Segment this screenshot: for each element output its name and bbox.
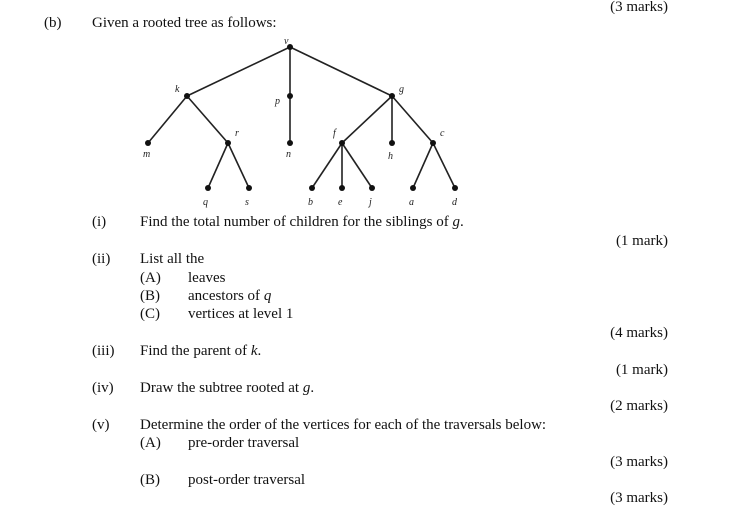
vertex-q [205,185,211,191]
tree-edges [148,47,455,188]
question-v-a-marks: (3 marks) [610,454,668,470]
vertex-s [246,185,252,191]
label-m: m [143,149,151,160]
vertex-j [369,185,375,191]
label-n: n [286,149,291,160]
tree-labels [143,36,458,208]
vertex-k [184,93,190,99]
label-a: a [409,197,414,208]
intro-text: Given a rooted tree as follows: [92,15,277,31]
label-q: q [203,197,208,208]
vertex-m [145,140,151,146]
edge-r-q [208,143,228,188]
label-p: p [275,96,280,107]
question-ii-a-label: (A) [140,270,161,286]
part-label: (b) [44,15,62,31]
question-v-b-text: post-order traversal [188,472,306,488]
question-iii-var: k [250,343,258,359]
edge-k-m [148,96,187,143]
question-iii-text-before: Find the parent of [140,343,251,359]
label-r: r [235,128,239,139]
question-i-text-before: Find the total number of children for the siblings of [140,214,453,230]
vertex-h [389,140,395,146]
vertex-a [410,185,416,191]
question-ii-b-text-main: ancestors of [188,288,264,304]
vertex-d [452,185,458,191]
question-ii-marks: (4 marks) [610,325,668,341]
label-v: v [284,36,289,47]
edge-g-f [342,96,392,143]
vertex-f [339,140,345,146]
vertex-c [430,140,436,146]
edge-r-s [228,143,249,188]
vertex-p [287,93,293,99]
vertex-b [309,185,315,191]
edge-v-k [187,47,290,96]
label-s: s [245,197,249,208]
question-iv-marks: (2 marks) [610,398,668,414]
vertex-n [287,140,293,146]
question-ii-number: (ii) [92,251,111,267]
question-iv-text-before: Draw the subtree rooted at [140,380,303,396]
question-iii-text-after: . [257,343,262,359]
question-ii-text: List all the [140,251,205,267]
label-k: k [175,84,180,95]
question-ii-b-text [188,289,271,304]
edge-k-r [187,96,228,143]
question-iv-var: g [302,380,311,396]
vertex-g [389,93,395,99]
label-c: c [440,128,445,139]
question-v-number: (v) [92,417,110,433]
question-ii-b-var: q [263,288,272,304]
question-v-a-label: (A) [140,435,161,451]
label-g: g [399,84,404,95]
question-v-b-label: (B) [140,472,160,488]
label-h: h [388,151,393,162]
label-d: d [452,197,457,208]
label-f: f [333,128,336,139]
question-ii-b-label: (B) [140,288,160,304]
question-iii-text [140,344,261,359]
question-i-number: (i) [92,214,107,230]
question-ii-a-text: leaves [188,270,226,286]
edge-c-d [433,143,455,188]
question-v-text: Determine the order of the vertices for each of the traversals below: [140,417,547,433]
edge-f-b [312,143,342,188]
question-iv-number: (iv) [92,380,114,396]
question-i-text-after: . [459,214,464,230]
edge-v-g [290,47,392,96]
vertex-r [225,140,231,146]
question-iv-text [140,381,314,396]
label-b: b [308,197,313,208]
edge-g-c [392,96,433,143]
question-ii-c-label: (C) [140,306,160,322]
vertex-e [339,185,345,191]
question-v-b-marks: (3 marks) [610,490,668,506]
question-iv-text-after: . [310,380,315,396]
question-iii-number: (iii) [92,343,115,359]
question-iii-marks: (1 mark) [615,362,668,378]
edge-f-j [342,143,372,188]
label-e: e [338,197,343,208]
edge-c-a [413,143,433,188]
rooted-tree-diagram [0,0,744,215]
question-i-marks: (1 mark) [615,233,668,249]
question-v-a-text: pre-order traversal [188,435,300,451]
question-i-var: g [452,214,460,230]
question-ii-c-text: vertices at level 1 [188,306,294,322]
top-marks: (3 marks) [610,0,668,15]
label-j: j [369,197,372,208]
question-i-text [140,215,464,230]
